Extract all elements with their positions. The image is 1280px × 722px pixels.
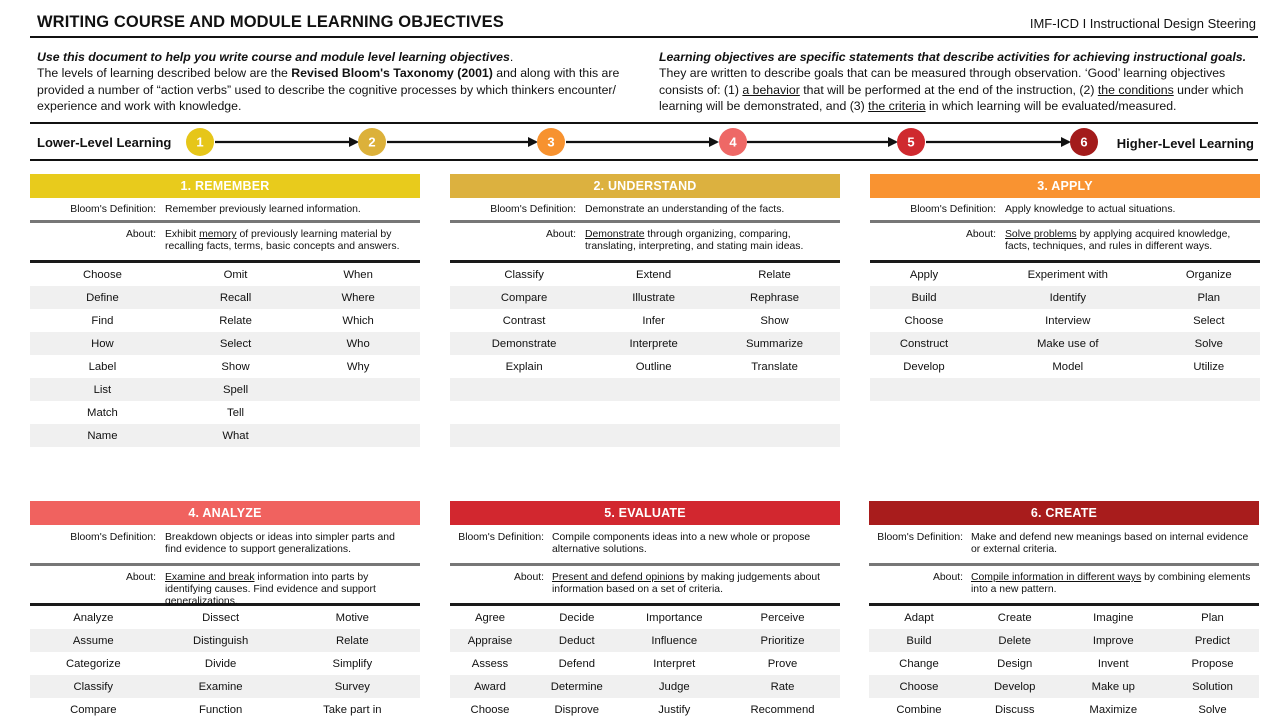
table-row	[30, 378, 420, 401]
action-verbs-table	[450, 606, 840, 721]
table-row	[869, 652, 1259, 675]
action-verb: Select	[1193, 314, 1225, 327]
action-verb: Disprove	[554, 703, 600, 716]
table-row	[870, 286, 1260, 309]
action-verb: Distinguish	[157, 629, 285, 652]
action-verb: Determine	[530, 675, 624, 698]
panel-title: 1. REMEMBER	[30, 174, 420, 198]
table-row	[30, 606, 420, 629]
about-text-post: of previously learning material by recalling facts, terms, basic concepts and answers.	[165, 229, 400, 252]
table-row	[450, 424, 840, 447]
definition-row	[450, 198, 840, 220]
action-verb: Choose	[904, 314, 944, 327]
action-verbs-table	[869, 606, 1259, 721]
about-row	[870, 223, 1260, 260]
action-verb: Recall	[175, 286, 296, 309]
about-label: About:	[125, 572, 156, 583]
definition-label: Bloom's Definition:	[70, 204, 156, 215]
action-verb: Take part in	[323, 703, 382, 716]
definition-text: Apply knowledge to actual situations.	[1005, 204, 1176, 215]
panel-title: 2. UNDERSTAND	[450, 174, 840, 198]
intro-left	[37, 49, 637, 115]
action-verb: Show	[221, 360, 250, 373]
intro-right-conditions: the conditions	[1097, 82, 1174, 97]
action-verb	[450, 401, 598, 424]
about-text	[165, 229, 413, 253]
table-row	[30, 401, 420, 424]
action-verb: Summarize	[709, 332, 840, 355]
table-row	[450, 355, 840, 378]
action-verb	[296, 424, 420, 447]
table-row	[450, 606, 840, 629]
action-verb: Survey	[285, 675, 420, 698]
table-row	[869, 675, 1259, 698]
intro-left-lead: Use this document to help you write course and module level learning objectives	[37, 50, 510, 64]
action-verb	[870, 378, 978, 401]
level-6-number: 6	[1080, 134, 1088, 150]
action-verb: Rate	[725, 675, 840, 698]
about-row	[869, 566, 1259, 603]
action-verb: Analyze	[73, 611, 114, 624]
intro-right-behavior: a behavior	[742, 82, 800, 97]
action-verb: Maximize	[1089, 703, 1138, 716]
action-verb: Interview	[1045, 314, 1091, 327]
organization-label: IMF-ICD I Instructional Design Steering	[1029, 16, 1256, 31]
intro-right-lead: Learning objectives are specific statements that describe activities for achieving instructional goals.	[659, 50, 1247, 64]
action-verbs-table	[30, 263, 420, 447]
panel-title: 4. ANALYZE	[30, 501, 420, 525]
action-verb: Justify	[658, 703, 691, 716]
about-row	[450, 223, 840, 260]
action-verb: Where	[296, 286, 420, 309]
about-row	[450, 566, 840, 603]
action-verb: Name	[30, 424, 175, 447]
about-label: About:	[125, 229, 156, 240]
table-row	[450, 378, 840, 401]
action-verb	[598, 378, 709, 401]
table-row	[30, 263, 420, 286]
panel-analyze	[30, 501, 420, 721]
action-verb: Solution	[1166, 675, 1259, 698]
about-label: About:	[545, 229, 576, 240]
action-verb: Motive	[335, 611, 369, 624]
definition-text: Demonstrate an understanding of the facts.	[585, 204, 785, 215]
about-text-post: by combining elements into a new pattern.	[971, 572, 1251, 595]
panel-remember	[30, 174, 420, 447]
action-verb: Change	[899, 657, 939, 670]
action-verb: Construct	[870, 332, 978, 355]
table-row	[450, 629, 840, 652]
table-row	[450, 652, 840, 675]
about-text	[165, 572, 413, 608]
action-verb	[1158, 401, 1260, 424]
action-verb: Make use of	[978, 332, 1158, 355]
action-verb: Develop	[969, 675, 1061, 698]
action-verb: Relate	[219, 314, 252, 327]
level-4-number: 4	[729, 134, 737, 150]
table-row	[30, 652, 420, 675]
definition-label: Bloom's Definition:	[70, 532, 156, 543]
table-row	[870, 309, 1260, 332]
about-text-key: Demonstrate	[585, 229, 645, 240]
action-verb: Decide	[559, 611, 595, 624]
action-verb: Build	[869, 629, 969, 652]
table-row	[450, 675, 840, 698]
about-text-post: by applying acquired knowledge, facts, techniques, and rules in different ways.	[1005, 229, 1231, 252]
action-verb: Combine	[896, 703, 942, 716]
action-verb: Influence	[624, 629, 725, 652]
action-verb	[709, 401, 840, 424]
action-verbs-table	[450, 263, 840, 447]
action-verb: Importance	[646, 611, 703, 624]
table-row	[450, 286, 840, 309]
level-3-number: 3	[547, 134, 555, 150]
level-arrow-graphic	[30, 124, 1258, 161]
action-verb: Compare	[450, 286, 598, 309]
intro-right-text-1: They are written to describe goals that can be measured through observation. ‘Good’ learning objectives consists of: (1)	[659, 66, 1226, 97]
action-verb: Recommend	[750, 703, 815, 716]
intro-left-lead-end: .	[509, 50, 514, 64]
action-verb: Defend	[558, 657, 596, 670]
action-verb: Examine	[157, 675, 285, 698]
action-verb: Solve	[1158, 332, 1260, 355]
definition-text: Make and defend new meanings based on internal evidence or external criteria.	[971, 532, 1249, 555]
action-verb: Choose	[869, 675, 969, 698]
action-verb: Appraise	[450, 629, 530, 652]
about-label: About:	[932, 572, 963, 583]
about-text-key: Present and defend opinions	[552, 572, 685, 583]
action-verb: Tell	[227, 406, 244, 419]
action-verbs-table	[870, 263, 1260, 424]
action-verb: Outline	[635, 360, 672, 373]
intro-right-text-3: under which learning will be demonstrated, and (3)	[659, 82, 1244, 114]
action-verb: Categorize	[65, 657, 121, 670]
action-verb: Choose	[470, 703, 510, 716]
action-verb: Award	[450, 675, 530, 698]
definition-label: Bloom's Definition:	[490, 204, 576, 215]
about-row	[30, 566, 420, 607]
action-verb: Make up	[1061, 675, 1166, 698]
action-verb: Identify	[978, 286, 1158, 309]
action-verb: Extend	[636, 268, 672, 281]
about-text-key: Compile information in different ways	[971, 572, 1142, 583]
table-row	[870, 401, 1260, 424]
action-verb: Define	[30, 286, 175, 309]
higher-level-label: Higher-Level Learning	[1116, 136, 1254, 151]
panel-create	[869, 501, 1259, 721]
header	[30, 0, 1258, 38]
table-row	[30, 424, 420, 447]
action-verb: Dissect	[202, 611, 240, 624]
about-text-key: memory	[199, 229, 237, 240]
action-verb: Model	[1052, 360, 1084, 373]
about-label: About:	[513, 572, 544, 583]
action-verb: Propose	[1191, 657, 1234, 670]
action-verb: Spell	[175, 378, 296, 401]
action-verb: Match	[87, 406, 118, 419]
about-text	[552, 572, 837, 596]
action-verb: Plan	[1158, 286, 1260, 309]
about-label: About:	[965, 229, 996, 240]
panel-title: 5. EVALUATE	[450, 501, 840, 525]
action-verb: Plan	[1201, 611, 1224, 624]
about-text-post: by making judgements about information based on a set of criteria.	[552, 572, 821, 595]
action-verb: Choose	[82, 268, 122, 281]
table-row	[30, 629, 420, 652]
action-verb	[296, 401, 420, 424]
action-verb: Classify	[30, 675, 157, 698]
action-verb: Rephrase	[709, 286, 840, 309]
document-title: WRITING COURSE AND MODULE LEARNING OBJECTIVES	[37, 13, 504, 31]
action-verb: Illustrate	[598, 286, 709, 309]
action-verb: Agree	[474, 611, 506, 624]
action-verb: Experiment with	[1027, 268, 1108, 281]
action-verb: When	[343, 268, 373, 281]
action-verb	[296, 378, 420, 401]
action-verb: Prioritize	[725, 629, 840, 652]
panel-title: 6. CREATE	[869, 501, 1259, 525]
action-verb	[450, 424, 598, 447]
intro-left-text-1: The levels of learning described below are the	[37, 66, 292, 81]
table-row	[869, 698, 1259, 721]
definition-row	[870, 198, 1260, 220]
about-text	[1005, 229, 1253, 253]
action-verb: Contrast	[502, 314, 546, 327]
action-verb: Design	[997, 657, 1033, 670]
action-verb: Translate	[751, 360, 798, 373]
panel-title: 3. APPLY	[870, 174, 1260, 198]
action-verb: Organize	[1185, 268, 1232, 281]
action-verb: Explain	[505, 360, 543, 373]
action-verb: Who	[296, 332, 420, 355]
action-verb: Discuss	[994, 703, 1035, 716]
action-verb: Omit	[223, 268, 248, 281]
action-verb: Interpret	[653, 657, 696, 670]
definition-label: Bloom's Definition:	[910, 204, 996, 215]
action-verb: Deduct	[530, 629, 624, 652]
table-row	[30, 332, 420, 355]
intro-right-text-2: that will be performed at the end of the instruction, (2)	[799, 82, 1098, 97]
action-verb	[978, 378, 1158, 401]
action-verb: Assume	[30, 629, 157, 652]
about-text-key: Examine and break	[165, 572, 255, 583]
action-verb	[450, 378, 598, 401]
table-row	[870, 263, 1260, 286]
about-row	[30, 223, 420, 260]
about-text-post: information into parts by identifying causes. Find evidence and support generalizations.	[165, 572, 376, 607]
action-verb	[598, 424, 709, 447]
action-verb: Predict	[1166, 629, 1259, 652]
intro-left-text-2: and along with this are provided a number of “action verbs” used to describe the cognitive processes by which thinkers encounter/ experience and work with knowledge.	[37, 66, 620, 114]
table-row	[869, 629, 1259, 652]
table-row	[450, 332, 840, 355]
action-verb: Invent	[1097, 657, 1129, 670]
action-verb: Prove	[767, 657, 798, 670]
action-verbs-table	[30, 606, 420, 721]
action-verb: Apply	[909, 268, 939, 281]
action-verb: Utilize	[1193, 360, 1225, 373]
definition-text: Breakdown objects or ideas into simpler parts and find evidence to support generalizations.	[165, 532, 395, 555]
definition-row	[30, 198, 420, 220]
action-verb: Judge	[624, 675, 725, 698]
action-verb: Imagine	[1093, 611, 1134, 624]
table-row	[870, 332, 1260, 355]
level-1-number: 1	[196, 134, 204, 150]
learning-level-scale	[30, 122, 1258, 161]
action-verb: Function	[198, 703, 243, 716]
table-row	[30, 286, 420, 309]
about-text	[971, 572, 1256, 596]
action-verb: Infer	[642, 314, 665, 327]
action-verb: Demonstrate	[450, 332, 598, 355]
level-2-number: 2	[368, 134, 376, 150]
definition-row	[450, 525, 840, 563]
table-row	[30, 309, 420, 332]
definition-label: Bloom's Definition:	[458, 532, 544, 543]
action-verb: Adapt	[904, 611, 934, 624]
action-verb	[978, 401, 1158, 424]
action-verb	[709, 378, 840, 401]
definition-text: Remember previously learned information.	[165, 204, 361, 215]
action-verb: How	[30, 332, 175, 355]
table-row	[30, 698, 420, 721]
table-row	[450, 698, 840, 721]
panel-apply	[870, 174, 1260, 424]
about-text-post: through organizing, comparing, translating, interpreting, and stating main ideas.	[585, 229, 804, 252]
table-row	[870, 355, 1260, 378]
action-verb	[1158, 378, 1260, 401]
action-verb: Interprete	[598, 332, 709, 355]
action-verb: Create	[997, 611, 1032, 624]
action-verb: Solve	[1198, 703, 1227, 716]
action-verb: Relate	[758, 268, 791, 281]
table-row	[30, 355, 420, 378]
definition-row	[869, 525, 1259, 563]
action-verb: Which	[342, 314, 374, 327]
table-row	[869, 606, 1259, 629]
panel-understand	[450, 174, 840, 447]
action-verb	[709, 424, 840, 447]
panel-evaluate	[450, 501, 840, 721]
action-verb: Label	[88, 360, 117, 373]
action-verb: Simplify	[332, 657, 373, 670]
table-row	[30, 675, 420, 698]
action-verb: Divide	[204, 657, 237, 670]
definition-label: Bloom's Definition:	[877, 532, 963, 543]
intro-left-taxonomy: Revised Bloom's Taxonomy (2001)	[291, 66, 493, 81]
action-verb: Develop	[903, 360, 945, 373]
about-text	[585, 229, 833, 253]
intro-right-text-4: in which learning will be evaluated/measured.	[925, 99, 1177, 114]
lower-level-label: Lower-Level Learning	[37, 135, 172, 150]
definition-row	[30, 525, 420, 563]
action-verb: Select	[175, 332, 296, 355]
intro-right	[659, 49, 1259, 115]
action-verb: Compare	[70, 703, 117, 716]
table-row	[450, 263, 840, 286]
action-verb: Find	[91, 314, 114, 327]
about-text-pre: Exhibit	[165, 229, 200, 240]
action-verb: Assess	[471, 657, 509, 670]
action-verb: Build	[870, 286, 978, 309]
table-row	[450, 309, 840, 332]
action-verb: Show	[760, 314, 789, 327]
intro-right-criteria: the criteria	[868, 99, 926, 114]
action-verb	[870, 401, 978, 424]
action-verb: What	[175, 424, 296, 447]
level-5-number: 5	[907, 134, 915, 150]
definition-text: Compile components ideas into a new whole or propose alternative solutions.	[552, 532, 811, 555]
table-row	[870, 378, 1260, 401]
action-verb	[598, 401, 709, 424]
action-verb: Perceive	[760, 611, 805, 624]
action-verb: List	[30, 378, 175, 401]
action-verb: Why	[346, 360, 370, 373]
action-verb: Improve	[1061, 629, 1166, 652]
about-text-key: Solve problems	[1005, 229, 1077, 240]
action-verb: Relate	[285, 629, 420, 652]
action-verb: Classify	[504, 268, 544, 281]
action-verb: Delete	[969, 629, 1061, 652]
table-row	[450, 401, 840, 424]
